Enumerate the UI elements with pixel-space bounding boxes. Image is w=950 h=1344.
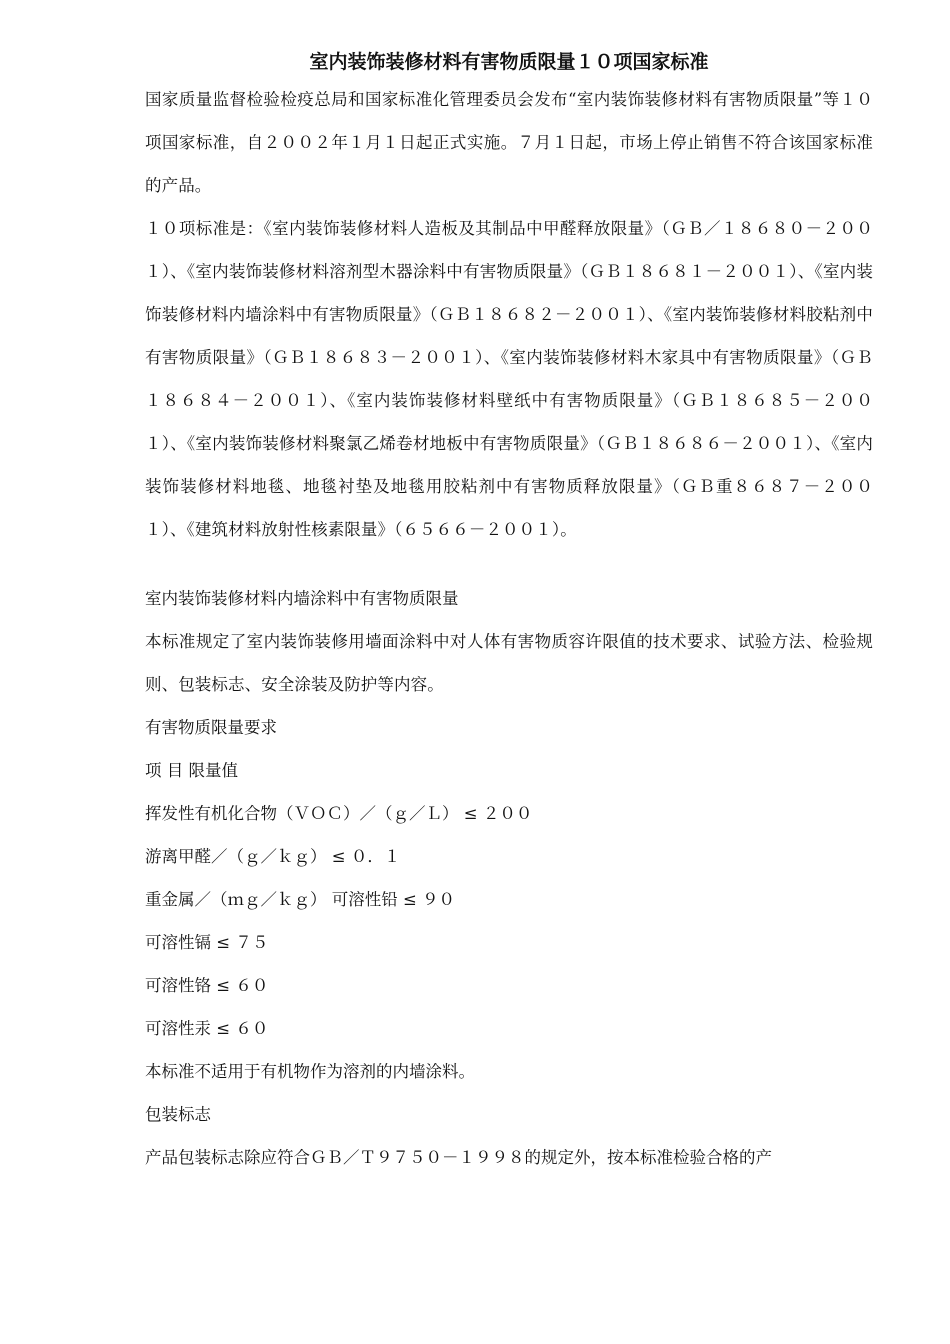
limit-row: 游离甲醛／（ｇ／ｋｇ） ≤ ０．１ xyxy=(145,847,401,866)
limits-heading: 有害物质限量要求 xyxy=(145,718,277,737)
limits-table-header: 项 目 限量值 xyxy=(145,761,238,780)
paragraph-gap xyxy=(145,551,873,577)
limit-row: 可溶性汞 ≤ ６０ xyxy=(145,1019,269,1038)
document-title: 室内装饰装修材料有害物质限量１０项国家标准 xyxy=(309,51,709,73)
limit-row: 可溶性镉 ≤ ７５ xyxy=(145,933,269,952)
section-heading: 室内装饰装修材料内墙涂料中有害物质限量 xyxy=(145,589,459,608)
document-page xyxy=(145,48,873,1179)
intro-paragraph: 国家质量监督检验检疫总局和国家标准化管理委员会发布“室内装饰装修材料有害物质限量”等１０项国家标准，自２００２年１月１日起正式实施。７月１日起，市场上停止销售不符合该国家标准的产品。 xyxy=(145,90,873,195)
packaging-text: 产品包装标志除应符合ＧＢ／Ｔ９７５０－１９９８的规定外，按本标准检验合格的产 xyxy=(145,1148,772,1167)
limit-row: 挥发性有机化合物（ＶＯＣ）／（ｇ／Ｌ） ≤ ２００ xyxy=(145,804,533,823)
section-description: 本标准规定了室内装饰装修用墙面涂料中对人体有害物质容许限值的技术要求、试验方法、检验规则、包装标志、安全涂装及防护等内容。 xyxy=(145,632,873,694)
standards-list-paragraph: １０项标准是：《室内装饰装修材料人造板及其制品中甲醛释放限量》（ＧＢ／１８６８０－２００１）、《室内装饰装修材料溶剂型木器涂料中有害物质限量》（ＧＢ１８６８１－２００１）、《室内装饰装修材料内墙涂料中有害物质限量》（ＧＢ１８６８２－２００１）、《室内装饰装修材料胶粘剂中有害物质限量》（ＧＢ１８６８３－２００１）、《室内装饰装修材料木家具中有害物质限量》（ＧＢ１８６８４－２００１）、《室内装饰装修材料壁纸中有害物质限量》（ＧＢ１８６８５－２００１）、《室内装饰装修材料聚氯乙烯卷材地板中有害物质限量》（ＧＢ１８６８６－２００１）、《室内装饰装修材料地毯、地毯衬垫及地毯用胶粘剂中有害物质释放限量》（ＧＢ重８６８７－２００１）、《建筑材料放射性核素限量》（６５６６－２００１）。 xyxy=(145,219,873,539)
not-applicable-note: 本标准不适用于有机物作为溶剂的内墙涂料。 xyxy=(145,1062,475,1081)
limit-row: 可溶性铬 ≤ ６０ xyxy=(145,976,269,995)
limit-row: 重金属／（ｍｇ／ｋｇ） 可溶性铅 ≤ ９０ xyxy=(145,890,456,909)
packaging-heading: 包装标志 xyxy=(145,1105,211,1124)
